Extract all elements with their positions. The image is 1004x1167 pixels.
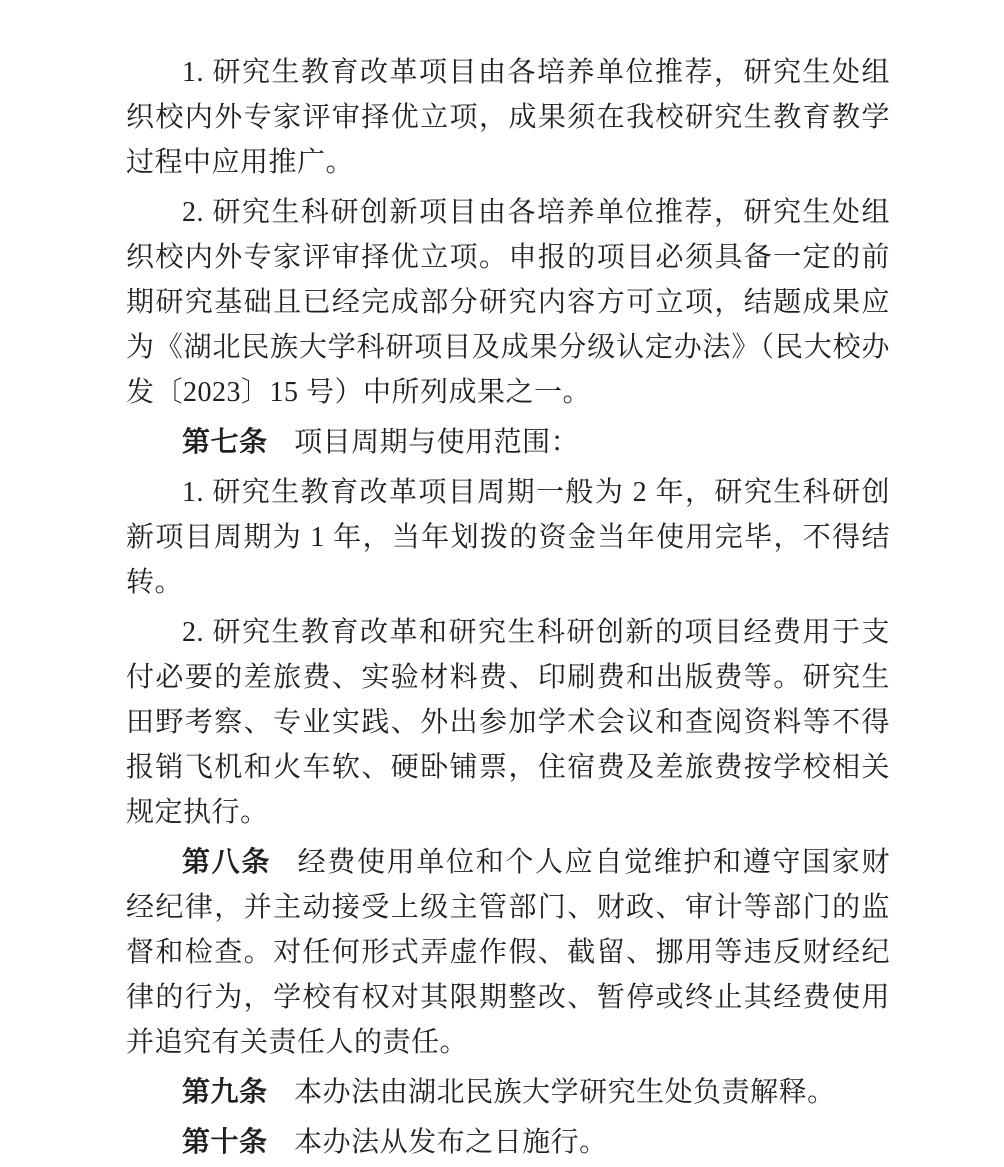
paragraph-item-3 <box>126 470 890 605</box>
paragraph-item-2 <box>126 190 890 415</box>
paragraph-text: 1. 研究生教育改革项目周期一般为 2 年，研究生科研创新项目周期为 1 年，当年划拨的资金当年使用完毕，不得结转。 <box>126 477 890 598</box>
paragraph-text: 项目周期与使用范围： <box>294 427 580 458</box>
article-label: 第十条 <box>182 1127 268 1158</box>
article-label: 第七条 <box>182 427 268 458</box>
paragraph-text: 2. 研究生科研创新项目由各培养单位推荐，研究生处组织校内外专家评审择优立项。申报的项目必须具备一定的前期研究基础且已经完成部分研究内容方可立项，结题成果应为《湖北民族大学科研项目及成果分级认定办法》（民大校办发〔2023〕15 号）中所列成果之一。 <box>126 197 890 408</box>
document-body <box>126 50 890 1167</box>
paragraph-text: 本办法从发布之日施行。 <box>294 1127 608 1158</box>
paragraph-text: 2. 研究生教育改革和研究生科研创新的项目经费用于支付必要的差旅费、实验材料费、印刷费和出版费等。研究生田野考察、专业实践、外出参加学术会议和查阅资料等不得报销飞机和火车软、硬卧铺票，住宿费及差旅费按学校相关规定执行。 <box>126 617 890 828</box>
article-label: 第九条 <box>182 1077 268 1108</box>
paragraph-item-1 <box>126 50 890 185</box>
paragraph-text: 1. 研究生教育改革项目由各培养单位推荐，研究生处组织校内外专家评审择优立项，成果须在我校研究生教育教学过程中应用推广。 <box>126 57 890 178</box>
paragraph-article-8 <box>126 840 890 1065</box>
paragraph-article-9 <box>126 1070 890 1115</box>
paragraph-item-4 <box>126 610 890 835</box>
article-label: 第八条 <box>182 847 272 878</box>
paragraph-text: 经费使用单位和个人应自觉维护和遵守国家财经纪律，并主动接受上级主管部门、财政、审计等部门的监督和检查。对任何形式弄虚作假、截留、挪用等违反财经纪律的行为，学校有权对其限期整改、暂停或终止其经费使用并追究有关责任人的责任。 <box>126 847 890 1058</box>
paragraph-text: 本办法由湖北民族大学研究生处负责解释。 <box>294 1077 836 1108</box>
paragraph-article-10 <box>126 1120 890 1165</box>
paragraph-article-7 <box>126 420 890 465</box>
